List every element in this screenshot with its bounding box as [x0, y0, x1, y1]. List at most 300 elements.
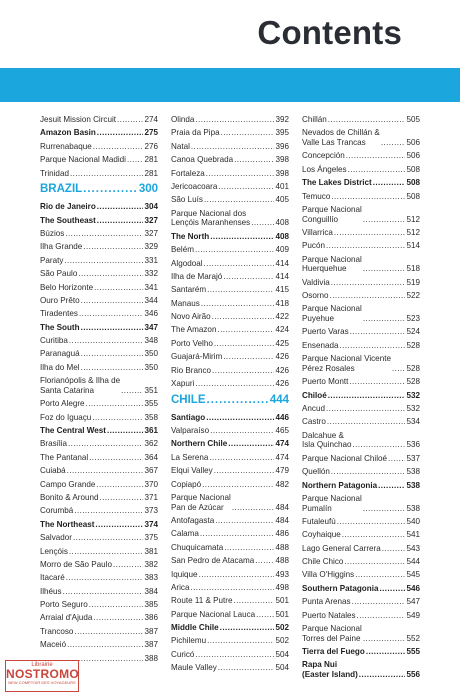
toc-entry-name: Elqui Valley [171, 466, 213, 476]
toc-entry [302, 278, 420, 288]
toc-page-number: 383 [144, 573, 158, 583]
toc-leader-dots [92, 413, 143, 423]
toc-entry [171, 232, 289, 242]
toc-entry-name: Brasília [40, 439, 67, 449]
toc-leader-dots [97, 202, 144, 212]
toc-entry-name: Curicó [171, 649, 195, 659]
toc-entry [40, 506, 158, 516]
toc-leader-dots [100, 493, 144, 503]
toc-leader-dots [89, 600, 144, 610]
toc-entry [171, 480, 289, 490]
toc-entry-name: The Northeast [40, 519, 95, 529]
toc-page-number: 556 [406, 670, 420, 680]
toc-leader-dots [363, 314, 406, 324]
toc-page-number: 479 [275, 466, 289, 476]
toc-entry-name: Rurrenabaque [40, 141, 92, 151]
toc-page-number: 418 [275, 298, 289, 308]
toc-page-number: 386 [144, 613, 158, 623]
toc-entry-name: Puerto Varas [302, 327, 349, 337]
toc-leader-dots [251, 218, 274, 228]
toc-leader-dots [66, 573, 144, 583]
toc-page-number: 488 [275, 542, 289, 552]
toc-leader-dots [97, 128, 144, 138]
toc-entry [40, 336, 158, 346]
toc-page-number: 518 [406, 264, 420, 274]
toc-page-number: 385 [144, 600, 158, 610]
toc-leader-dots [355, 570, 405, 580]
toc-entry [302, 327, 420, 337]
toc-entry-name: Natal [171, 141, 190, 151]
toc-entry-name: Santiago [171, 412, 206, 422]
toc-page-number: 351 [144, 385, 158, 395]
toc-leader-dots [81, 363, 144, 373]
toc-entry [40, 169, 158, 179]
toc-entry [40, 269, 158, 279]
toc-entry [40, 256, 158, 266]
toc-page-number: 381 [144, 546, 158, 556]
toc-page-number: 538 [406, 503, 420, 513]
toc-section-heading [40, 183, 158, 196]
toc-entry-name: Amazon Basin [40, 128, 96, 138]
toc-entry [171, 285, 289, 295]
toc-entry [171, 209, 289, 228]
toc-page-number: 505 [406, 115, 420, 124]
toc-leader-dots [83, 183, 138, 196]
toc-entry-name: Olinda [171, 115, 195, 124]
toc-entry-name: Osorno [302, 291, 329, 301]
toc-entry [302, 557, 420, 567]
toc-entry [302, 481, 420, 491]
toc-page-number: 405 [275, 195, 289, 205]
toc-leader-dots [382, 544, 406, 554]
toc-entry-name: Algodoal [171, 258, 203, 268]
toc-page-number: 534 [406, 417, 420, 427]
toc-entry [171, 543, 289, 553]
toc-entry-name: Chile Chico [302, 557, 344, 567]
toc-entry [40, 600, 158, 610]
toc-entry-name: Pichilemu [171, 636, 207, 646]
toc-entry-name: Villa O'Higgins [302, 570, 355, 580]
toc-entry-name: Antofagasta [171, 515, 215, 525]
toc-page-number: 398 [275, 168, 289, 178]
toc-entry-name: Campo Grande [40, 479, 96, 489]
toc-page-number: 414 [275, 258, 289, 268]
toc-page-number: 465 [275, 426, 289, 435]
toc-leader-dots [331, 192, 405, 202]
toc-entry-name: Canoa Quebrada [171, 155, 234, 165]
toc-entry-name: Valparaíso [171, 426, 210, 435]
toc-entry [171, 583, 289, 593]
toc-entry [171, 312, 289, 322]
toc-entry [40, 399, 158, 409]
toc-leader-dots [86, 399, 144, 409]
toc-entry-name: Belém [171, 245, 194, 255]
toc-entry-name: Foz do Iguaçu [40, 412, 92, 422]
toc-entry [302, 165, 420, 175]
toc-entry [302, 255, 420, 274]
toc-page-number: 350 [144, 362, 158, 372]
toc-entry-name: Northern Chile [171, 439, 228, 449]
toc-entry [302, 611, 420, 621]
toc-entry-name: Parque Nacional Chiloé [302, 453, 388, 463]
toc-leader-dots [357, 611, 406, 621]
toc-leader-dots [89, 453, 143, 463]
toc-page-number: 502 [275, 623, 289, 633]
toc-leader-dots [218, 663, 275, 673]
toc-page-number: 388 [144, 653, 158, 663]
toc-leader-dots [79, 309, 144, 319]
toc-leader-dots [366, 647, 406, 657]
toc-entry-name: Bonito & Around [40, 492, 99, 502]
toc-leader-dots [350, 327, 406, 337]
toc-entry-name: Búzios [40, 228, 65, 238]
toc-leader-dots [337, 517, 406, 527]
toc-page-number: 387 [144, 626, 158, 636]
toc-entry [171, 623, 289, 633]
toc-entry [171, 439, 289, 449]
toc-entry [40, 613, 158, 623]
toc-entry-name: Dalcahue & Isla Quinchao [302, 430, 352, 450]
toc-entry [302, 431, 420, 450]
toc-entry-name: Parque Nacional Pan de Azúcar [171, 492, 231, 512]
toc-page-number: 422 [275, 312, 289, 322]
toc-entry-name: Lençóis [40, 546, 68, 556]
toc-entry-name: Parque Nacional dos Lençóis Maranhenses [171, 208, 251, 228]
toc-page-number: 555 [406, 647, 420, 657]
toc-entry [302, 597, 420, 607]
toc-leader-dots [67, 466, 144, 476]
toc-leader-dots [331, 278, 406, 288]
toc-page-number: 358 [144, 412, 158, 422]
toc-page-number: 538 [406, 467, 420, 477]
toc-entry-name: The Amazon [171, 325, 217, 335]
toc-leader-dots [93, 613, 143, 623]
toc-page-number: 512 [406, 214, 420, 224]
toc-entry [302, 241, 420, 251]
toc-leader-dots [191, 142, 275, 152]
toc-entry-name: Maceió [40, 640, 67, 650]
toc-entry [302, 291, 420, 301]
toc-column-1 [40, 115, 158, 667]
toc-entry [171, 529, 289, 539]
toc-entry [40, 283, 158, 293]
toc-leader-dots [256, 610, 274, 620]
toc-entry-name: Los Ángeles [302, 164, 347, 174]
toc-entry [40, 296, 158, 306]
toc-entry [40, 493, 158, 503]
toc-entry [171, 169, 289, 179]
toc-entry-name: Futaleufú [302, 516, 336, 526]
toc-entry-name: Parque Nacional Madidi [40, 155, 126, 165]
toc-page-number: 398 [275, 155, 289, 165]
toc-page-number: 304 [144, 202, 158, 212]
toc-leader-dots [74, 627, 143, 637]
toc-page-number: 501 [275, 609, 289, 619]
toc-entry [302, 115, 420, 125]
toc-leader-dots [232, 503, 275, 513]
toc-entry-name: The Southeast [40, 215, 96, 225]
toc-page-number: 506 [406, 151, 420, 161]
toc-page-number: 446 [275, 412, 289, 422]
toc-leader-dots [209, 453, 274, 463]
toc-entry-name: Novo Airão [171, 312, 211, 322]
toc-entry [302, 624, 420, 643]
toc-entry-name: Quellón [302, 467, 330, 477]
toc-page-number: 474 [275, 439, 289, 449]
toc-page-number: 426 [275, 365, 289, 375]
toc-entry-name: Maule Valley [171, 663, 217, 673]
toc-page-number: 370 [144, 479, 158, 489]
toc-page-number: 331 [144, 255, 158, 265]
toc-entry [302, 417, 420, 427]
toc-entry [171, 142, 289, 152]
toc-entry [40, 202, 158, 212]
toc-page-number: 409 [275, 245, 289, 255]
toc-page-number: 502 [275, 636, 289, 646]
toc-entry-name: Concepción [302, 151, 345, 161]
toc-entry-name: Ensenada [302, 340, 339, 350]
toc-entry-name: Chillán [302, 115, 327, 124]
toc-entry [302, 660, 420, 679]
toc-page-number: 508 [406, 191, 420, 201]
toc-page-number: 488 [275, 556, 289, 566]
toc-page-number: 371 [144, 492, 158, 502]
toc-entry [302, 128, 420, 147]
toc-page-number: 373 [144, 506, 158, 516]
toc-page-number: 514 [406, 241, 420, 251]
toc-page-number: 532 [406, 404, 420, 413]
toc-entry-name: The Lakes District [302, 178, 372, 188]
toc-page-number: 276 [144, 141, 158, 151]
toc-entry-name: São Luís [171, 195, 203, 205]
toc-entry [302, 647, 420, 657]
toc-entry-name: Ilha do Mel [40, 362, 80, 372]
toc-leader-dots [255, 556, 274, 566]
toc-leader-dots [68, 439, 143, 449]
toc-entry [40, 142, 158, 152]
toc-page-number: 274 [144, 115, 158, 124]
toc-entry [302, 570, 420, 580]
toc-entry-name: Castro [302, 417, 326, 427]
toc-entry [40, 453, 158, 463]
toc-page-number: 401 [275, 181, 289, 191]
toc-page-number: 415 [275, 285, 289, 295]
toc-page-number: 538 [406, 480, 420, 490]
toc-entry-name: Copiapó [171, 479, 202, 489]
toc-page-number: 332 [144, 269, 158, 279]
toc-entry-name: Florianópolis & Ilha de Santa Catarina [40, 376, 121, 395]
toc-leader-dots [195, 245, 275, 255]
toc-leader-dots [326, 404, 406, 414]
toc-leader-dots [67, 640, 143, 650]
toc-entry-name: Northern Patagonia [302, 480, 378, 490]
toc-page-number: 508 [406, 178, 420, 188]
nostromo-logo [5, 660, 79, 692]
toc-entry [171, 570, 289, 580]
toc-entry [171, 259, 289, 269]
toc-leader-dots [221, 128, 275, 138]
toc-leader-dots [207, 636, 274, 646]
toc-entry [302, 178, 420, 188]
toc-entry-name: Pucón [302, 241, 325, 251]
toc-entry [40, 229, 158, 239]
toc-leader-dots [234, 155, 274, 165]
toc-leader-dots [218, 182, 274, 192]
toc-entry [171, 663, 289, 673]
toc-page-number: 484 [275, 515, 289, 525]
toc-entry [40, 349, 158, 359]
toc-page-number: 392 [275, 115, 289, 124]
toc-entry [40, 309, 158, 319]
toc-entry-name: Villarrica [302, 227, 333, 237]
toc-leader-dots [346, 151, 406, 161]
toc-page-number: 341 [144, 282, 158, 292]
toc-leader-dots [73, 533, 144, 543]
toc-entry-name: Chiloé [302, 390, 327, 400]
toc-entry [40, 323, 158, 333]
page-title: Contents [257, 14, 402, 51]
toc-page-number: 281 [144, 168, 158, 178]
logo-sub-text: NEW COMPTOIR DES VOYAGEURS [8, 680, 76, 685]
toc-leader-dots [97, 216, 144, 226]
toc-page-number: 528 [406, 363, 420, 373]
toc-leader-dots [127, 155, 144, 165]
toc-leader-dots [363, 215, 406, 225]
toc-entry-name: Ancud [302, 404, 325, 413]
toc-entry [171, 366, 289, 376]
toc-column-2 [171, 115, 289, 677]
toc-leader-dots [353, 440, 406, 450]
toc-leader-dots [212, 312, 275, 322]
toc-entry-name: San Pedro de Atacama [171, 556, 255, 566]
header-bar [0, 68, 460, 102]
toc-entry [302, 530, 420, 540]
toc-leader-dots [96, 480, 143, 490]
toc-entry-name: Valdivia [302, 277, 330, 287]
toc-entry [171, 352, 289, 362]
toc-entry-name: Ilha Grande [40, 242, 83, 252]
toc-entry [40, 573, 158, 583]
toc-page-number: 523 [406, 314, 420, 324]
toc-page-number: 347 [144, 322, 158, 332]
toc-page-number: 426 [275, 379, 289, 389]
toc-leader-dots [328, 115, 406, 125]
toc-leader-dots [330, 291, 406, 301]
toc-entry-name: Corumbá [40, 506, 74, 516]
toc-leader-dots [363, 264, 406, 274]
toc-page-number: 536 [406, 440, 420, 450]
toc-leader-dots [210, 426, 274, 436]
toc-leader-dots [206, 413, 274, 423]
toc-leader-dots [78, 269, 143, 279]
toc-page-number: 346 [144, 309, 158, 319]
toc-leader-dots [107, 426, 144, 436]
toc-entry-name: La Serena [171, 452, 209, 462]
toc-page-number: 384 [144, 586, 158, 596]
toc-leader-dots [331, 467, 406, 477]
toc-entry [40, 115, 158, 125]
toc-entry [171, 426, 289, 436]
toc-leader-dots [199, 570, 275, 580]
logo-brand-text: NOSTROMO [6, 667, 80, 681]
toc-entry-name: Xapuri [171, 379, 195, 389]
toc-entry [302, 391, 420, 401]
toc-entry [40, 439, 158, 449]
toc-page-number: 547 [406, 597, 420, 607]
toc-leader-dots [363, 634, 406, 644]
toc-leader-dots [93, 142, 144, 152]
toc-leader-dots [63, 587, 144, 597]
toc-entry [40, 627, 158, 637]
toc-leader-dots [212, 366, 274, 376]
toc-entry-name: Praia da Pipa [171, 128, 220, 138]
toc-leader-dots [344, 557, 405, 567]
toc-page-number: 375 [144, 533, 158, 543]
toc-entry-name: Route 11 & Putre [171, 596, 233, 606]
toc-entry [40, 426, 158, 436]
toc-page-number: 484 [275, 502, 289, 512]
toc-leader-dots [223, 352, 274, 362]
toc-entry [40, 413, 158, 423]
toc-entry [171, 493, 289, 512]
toc-entry [302, 544, 420, 554]
toc-page-number: 506 [406, 137, 420, 147]
toc-leader-dots [190, 583, 274, 593]
toc-page-number: 504 [275, 663, 289, 673]
toc-page-number: 522 [406, 291, 420, 301]
toc-page-number: 524 [406, 327, 420, 337]
toc-leader-dots [117, 115, 143, 125]
toc-leader-dots [327, 417, 406, 427]
toc-entry [302, 454, 420, 464]
toc-entry-name: The Central West [40, 426, 106, 435]
toc-entry-name: Middle Chile [171, 623, 219, 633]
toc-page-number: 414 [275, 271, 289, 281]
toc-entry [171, 155, 289, 165]
toc-entry-name: Ouro Prêto [40, 295, 80, 305]
toc-entry-name: Paraty [40, 255, 64, 265]
toc-page-number: 528 [406, 340, 420, 350]
toc-page-number: 327 [144, 228, 158, 238]
toc-leader-dots [388, 454, 405, 464]
toc-page-number: 541 [406, 530, 420, 540]
toc-entry-name: Tierra del Fuego [302, 647, 365, 657]
toc-entry [171, 596, 289, 606]
toc-leader-dots [64, 256, 143, 266]
toc-leader-dots [83, 242, 143, 252]
toc-leader-dots [69, 547, 144, 557]
toc-page-number: 546 [406, 583, 420, 593]
toc-entry-name: Parque Nacional Conguillío [302, 204, 362, 224]
toc-entry-name: Temuco [302, 191, 331, 201]
toc-page-number: 361 [144, 426, 158, 435]
toc-entry [171, 182, 289, 192]
toc-leader-dots [228, 439, 274, 449]
toc-entry-name: Rio de Janeiro [40, 202, 96, 212]
toc-entry [40, 216, 158, 226]
toc-entry-name: Morro de São Paulo [40, 559, 112, 569]
toc-leader-dots [326, 241, 406, 251]
toc-leader-dots [224, 543, 274, 553]
toc-entry-name: Curitiba [40, 336, 68, 346]
toc-entry-name: Chuquicamata [171, 542, 224, 552]
toc-entry-name: Santarém [171, 285, 207, 295]
toc-leader-dots [195, 379, 274, 389]
toc-leader-dots [81, 296, 144, 306]
toc-page-number: 367 [144, 466, 158, 476]
toc-page-number: 425 [275, 338, 289, 348]
toc-page-number: 508 [406, 164, 420, 174]
